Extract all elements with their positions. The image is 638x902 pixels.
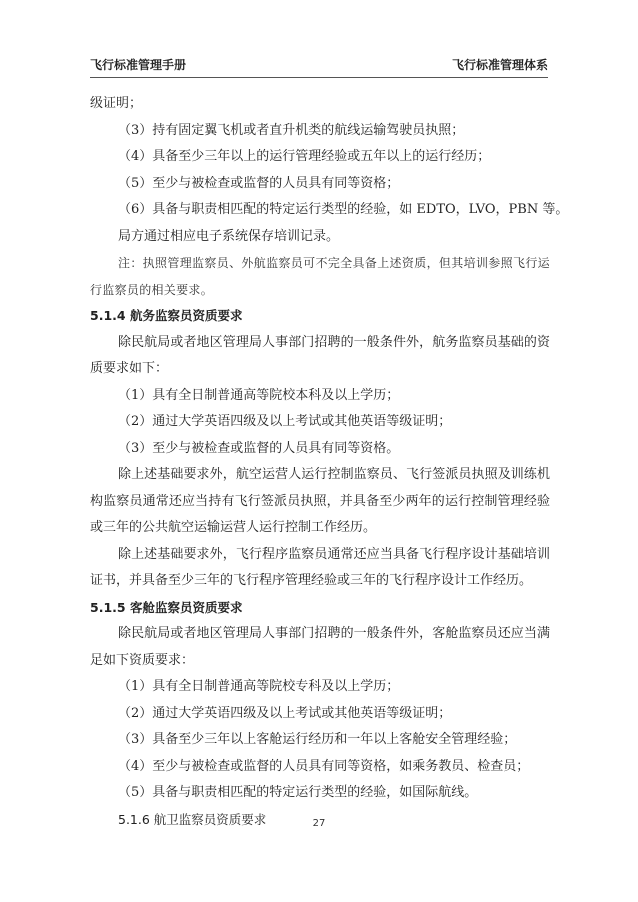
list-item: （3）持有固定翼飞机或者直升机类的航线运输驾驶员执照； <box>118 122 465 138</box>
list-item: （5）具备与职责相匹配的特定运行类型的经验，如国际航线。 <box>118 785 478 800</box>
list-item: （3）具备至少三年以上客舱运行经历和一年以上客舱安全管理经验； <box>118 732 517 747</box>
page-header <box>90 56 548 78</box>
section-heading-5-1-4: 5.1.4 航务监察员资质要求 <box>90 308 243 323</box>
list-item: （2）通过大学英语四级及以上考试或其他英语等级证明； <box>118 414 452 429</box>
note-paragraph: 注：执照管理监察员、外航监察员可不完全具备上述资质，但其培训参照飞行运行监察员的相关要求。 <box>90 256 550 297</box>
header-system-title: 飞行标准管理体系 <box>451 58 548 72</box>
paragraph: 除上述基础要求外，飞行程序监察员通常还应当具备飞行程序设计基础培训证书，并具备至少三年的飞行程序管理经验或三年的飞行程序设计工作经历。 <box>90 546 550 588</box>
list-item: （2）通过大学英语四级及以上考试或其他英语等级证明； <box>118 705 452 721</box>
section-heading-5-1-6: 5.1.6 航卫监察员资质要求 <box>118 811 267 827</box>
page-number: 27 <box>312 818 326 829</box>
list-item: （4）至少与被检查或监督的人员具有同等资格，如乘务教员、检查员； <box>118 758 530 774</box>
paragraph: 除民航局或者地区管理局人事部门招聘的一般条件外，客舱监察员还应当满足如下资质要求： <box>90 626 550 668</box>
list-item: （1）具有全日制普通高等院校本科及以上学历； <box>118 387 400 403</box>
header-manual-title: 飞行标准管理手册 <box>90 58 187 72</box>
paragraph: 除上述基础要求外，航空运营人运行控制监察员、飞行签派员执照及训练机构监察员通常还应当持有飞行签派员执照，并具备至少两年的运行控制管理经验或三年的公共航空运输运营人运行控制工作经历。 <box>90 467 550 535</box>
paragraph: 除民航局或者地区管理局人事部门招聘的一般条件外，航务监察员基础的资质要求如下： <box>90 334 550 376</box>
list-item: （3）至少与被检查或监督的人员具有同等资格。 <box>118 440 400 456</box>
section-heading-5-1-5: 5.1.5 客舱监察员资质要求 <box>90 599 243 615</box>
document-body <box>90 91 569 833</box>
continued-text: 级证明； <box>90 96 143 111</box>
list-item: （6）具备与职责相匹配的特定运行类型的经验，如 EDTO，LVO，PBN 等。 <box>118 202 569 217</box>
paragraph: 局方通过相应电子系统保存培训记录。 <box>118 228 340 244</box>
list-item: （4）具备至少三年以上的运行管理经验或五年以上的运行经历； <box>118 149 491 164</box>
list-item: （1）具有全日制普通高等院校专科及以上学历； <box>118 679 400 694</box>
list-item: （5）至少与被检查或监督的人员具有同等资格； <box>118 175 400 191</box>
